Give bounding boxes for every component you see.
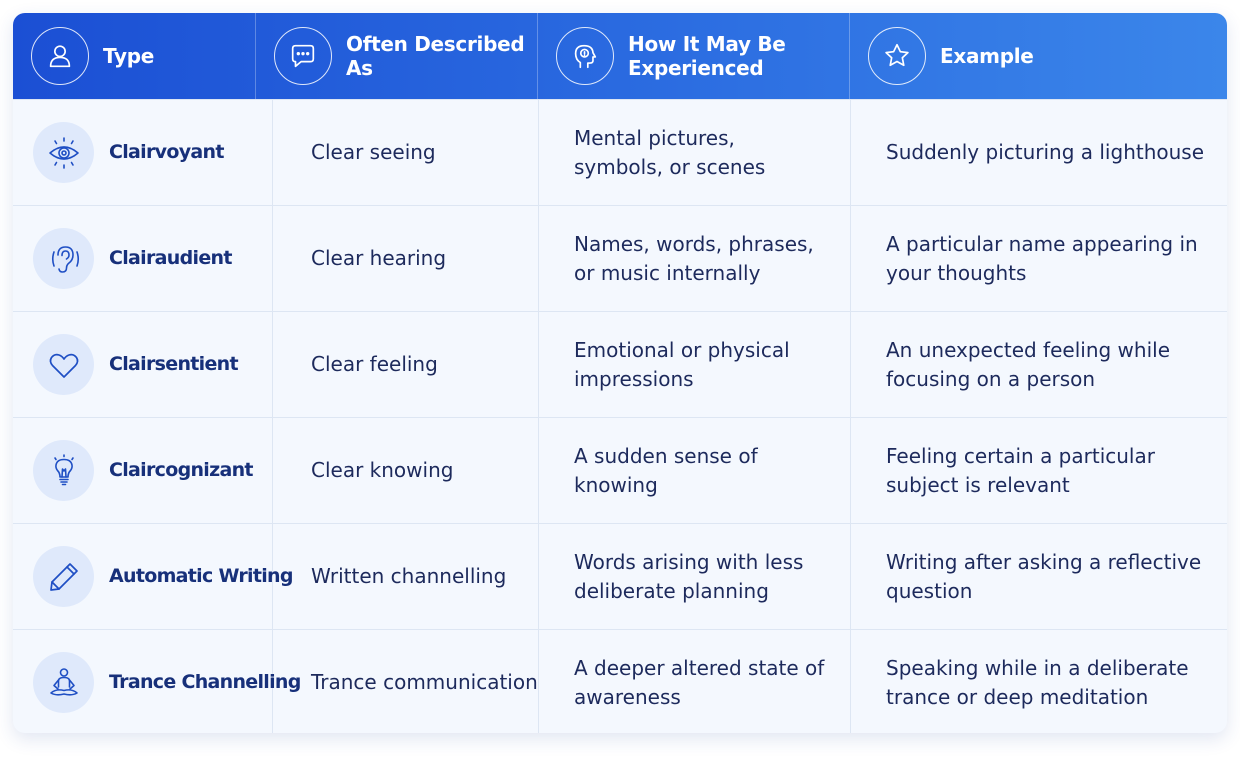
head-idea-icon: [556, 27, 614, 85]
described-cell: Clear hearing: [273, 206, 539, 311]
type-cell: [13, 100, 273, 205]
experienced-cell: A sudden sense of knowing: [539, 418, 851, 523]
example-cell: Feeling certain a particular subject is relevant: [886, 443, 1155, 497]
described-cell: Written channelling: [273, 524, 539, 629]
table-row: [13, 417, 1227, 523]
type-name: Clairvoyant: [109, 140, 224, 163]
example-cell: Writing after asking a reflective question: [886, 549, 1202, 603]
example-cell: A particular name appearing in your thoughts: [886, 231, 1198, 285]
experienced-cell: Words arising with less deliberate planning: [539, 524, 851, 629]
described-cell: Clear knowing: [273, 418, 539, 523]
described-cell: Clear seeing: [273, 100, 539, 205]
comparison-table: [13, 13, 1227, 733]
header-cell-experienced: [538, 13, 850, 99]
table-header: [13, 13, 1227, 99]
header-cell-example: [850, 13, 1227, 99]
header-cell-described: [256, 13, 538, 99]
type-name: Clairsentient: [109, 352, 238, 375]
meditation-icon: [33, 652, 94, 713]
header-label-example: Example: [940, 44, 1034, 68]
table-row: [13, 205, 1227, 311]
eye-icon: [33, 122, 94, 183]
header-cell-type: [13, 13, 256, 99]
star-icon: [868, 27, 926, 85]
experienced-cell: Mental pictures, symbols, or scenes: [539, 100, 851, 205]
type-name: Claircognizant: [109, 458, 253, 481]
type-cell: [13, 630, 301, 733]
header-label-experienced: How It May Be Experienced: [628, 32, 786, 80]
table-row: [13, 523, 1227, 629]
type-name: Clairaudient: [109, 246, 232, 269]
type-name: Trance Channelling: [109, 670, 301, 693]
experienced-cell: A deeper altered state of awareness: [539, 630, 851, 733]
speech-bubble-icon: [274, 27, 332, 85]
example-cell: Speaking while in a deliberate trance or deep meditation: [886, 655, 1189, 709]
person-icon: [31, 27, 89, 85]
ear-icon: [33, 228, 94, 289]
type-cell: [13, 418, 273, 523]
type-name: Automatic Writing: [109, 564, 293, 587]
experienced-cell: Emotional or physical impressions: [539, 312, 851, 417]
type-cell: [13, 524, 293, 629]
described-cell: Trance communication: [273, 630, 539, 733]
table-row: [13, 99, 1227, 205]
lightbulb-icon: [33, 440, 94, 501]
header-label-described: Often Described As: [346, 32, 525, 80]
pencil-icon: [33, 546, 94, 607]
table-row: [13, 311, 1227, 417]
heart-icon: [33, 334, 94, 395]
type-cell: [13, 206, 273, 311]
header-label-type: Type: [103, 44, 154, 68]
experienced-cell: Names, words, phrases, or music internally: [539, 206, 851, 311]
example-cell: An unexpected feeling while focusing on a person: [886, 337, 1170, 391]
described-cell: Clear feeling: [273, 312, 539, 417]
example-cell: Suddenly picturing a lighthouse: [886, 140, 1205, 164]
type-cell: [13, 312, 273, 417]
table-row: [13, 629, 1227, 733]
